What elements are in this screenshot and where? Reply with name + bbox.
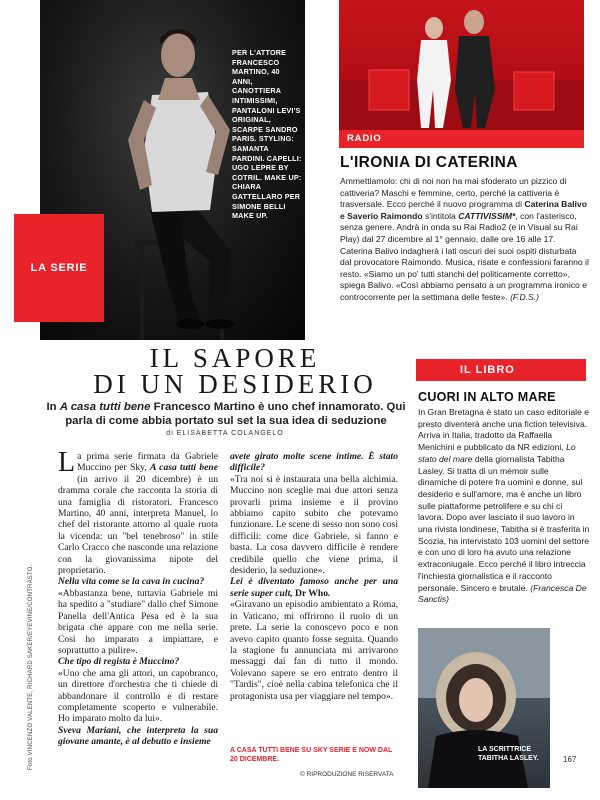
section-label-serie: LA SERIE [30,262,88,274]
copyright-notice: © RIPRODUZIONE RISERVATA [300,771,394,778]
text-run: Lo stato del mare [418,442,576,464]
libro-body [418,407,590,606]
text-run: «Uno che ama gli attori, un capobranco, un direttore d'orchestra che ti chiede di abbandonare il controllo e di restare completamente scoperto e vulnerabile. Ho imparato molto da lui». [58,667,218,725]
article-paragraph [58,725,218,748]
libro-heading: CUORI IN ALTO MARE [418,390,556,404]
article-column-1 [58,447,218,748]
author-caption: LA SCRITTRICE TABITHA LASLEY. [478,746,539,762]
text-run: «Tra noi si è instaurata una bella alchimia. Muccino non sceglie mai due attori senza provarli prima insieme e il provino abbiamo capito subito che potevamo funzionare. Le scene di sesso non sono così difficili: come dice Gabriele, si fanno e basta. La cosa davvero difficile è rendere credibile quello che viene prima, il desiderio, la seduzione». [230,473,398,577]
article-title [70,345,400,397]
text-run: avete girato molte scene intime. È stato difficile? [230,451,398,474]
text-run: A casa tutti bene [150,462,218,474]
article-byline: di ELISABETTA COLANGELO [166,430,284,437]
text-run: Lei è diventato famoso anche per una serie super cult, [230,576,398,599]
article-paragraph [230,451,398,474]
text-run: della giornalista Tabitha Lasley. Si tratta di un mémoir sulle dinamiche di potere fra uomini e donne, sul desiderio e sull'amore, ma è anche un libro sulle piattaforme petrolifere e su chi ci lavora. Dopo aver lasciato il suo lavoro in una rivista londinese, Tabitha si è trasferita in Scozia, ha intervistato 103 uomini del settore e con uno di loro ha avuto una relazione extraconiugale. Ecco perché il libro intreccia l'inchiesta giornalistica e il racconto personale. Sincero e brutale. [418,453,590,593]
photo-credits-caption: PER L'ATTORE FRANCESCO MARTINO, 40 ANNI, CANOTTIERA INTIMISSIMI, PANTALONI LEVI'S ORIGINAL, SCARPE SANDRO PARIS. STYLING: SAMANTA PARDINI. CAPELLI: UGO LEPRE BY COTRIL. MAKE UP: CHIARA GATTELLARO PER SIMONE BELLI MAKE UP. [232,48,302,221]
article-paragraph [58,447,218,577]
article-paragraph [230,576,398,599]
text-run: In Gran Bretagna è stato un caso editoriale e presto diventerà anche una fiction televisiva. Arriva in Italia, tradotto da Raffaella Menichini e pubblicato da NR edizioni, [418,407,590,453]
text-run: CATTIVISSIM* [458,210,516,221]
article-paragraph [58,588,218,656]
text-run: Ammettiamolo: chi di noi non ha mai sfoderato un pizzico di cattiveria? Maschi e femmine, certo, perché la cattiveria è trasversale. Ecco perché il nuovo programma di [340,176,567,210]
section-label-radio: RADIO [339,130,584,148]
article-paragraph [58,576,218,587]
text-run: è uno chef innamorato. Qui parla di come abbia portato sul set la sua idea di seduzione [65,401,406,427]
tv-broadcast-note: A CASA TUTTI BENE SU SKY SERIE E NOW DAL 20 DICEMBRE. [230,747,393,763]
page-number: 167 [563,755,577,764]
section-label-libro: IL LIBRO [416,359,586,381]
text-run: Nella vita come se la cava in cucina? [58,576,205,588]
article-paragraph [230,474,398,577]
radio-body [340,176,590,304]
text-run: , con l'asterisco, senza genere. Andrà in onda su Rai Radio2 (e in Visual su Rai Play) dal 27 dicembre al 1° gennaio, dalle ore 16 alle 17. Caterina Balivo indagherà i lati oscuri dei suoi ospiti disturbata dal provocatore Raimondo. Musica, risate e confessioni faranno il resto. «Siamo un po' tutti stanchi del politicamente corretto», spiega Balivo. «Così abbiamo pensato a un programma ironico e controcorrente per la settimana delle feste». [340,210,589,302]
article-standfirst [46,400,406,428]
text-run: Dr Who [295,587,328,599]
article-paragraph [230,599,398,702]
text-run: Che tipo di regista è Muccino? [58,656,180,668]
photo-credit-vertical [28,520,40,770]
article-paragraph [58,656,218,667]
article-paragraph [58,668,218,725]
author-photo [418,628,550,788]
article-title-line1: IL SAPORE [149,343,321,373]
text-run: «Abbastanza bene, tuttavia Gabriele mi ha spedito a "studiare" dallo chef Simone Panella dell'Antica Pesa ed è la sua brigata che appare con me nella serie. Così ho imparato a impiattare, e soprattutto a pulire». [58,587,218,656]
radio-heading: L'IRONIA DI CATERINA [340,154,518,171]
article-column-2 [230,451,398,702]
text-run: Francesco Martino [153,401,255,413]
text-run: (Francesca De Sanctis) [418,582,587,605]
text-run: Sveva Mariani, che interpreta la sua giovane amante, è al debutto e insieme [58,724,218,748]
text-run: «Giravano un episodio ambientato a Roma, in Vaticano, mi offrirono il ruolo di un prete. La serie la conoscevo poco e non avevo capito quanto fosse seguita. Quando la stagione fu annunciata mi arrivarono messaggi dai fan di tutto il mondo. Volevano sapere se ero entrato dentro il "Tardis", cioè nella cabina telefonica che il protagonista usa per viaggiare nel tempo». [230,599,398,702]
photo-credit-text: Foto VINCENZO VALENTE, RICHARD SAKER/EYEVINE/CONTRASTO. [28,564,34,770]
drop-cap: L [58,447,76,478]
text-run: In [46,401,60,413]
text-run: . [328,587,331,599]
radio-photo [339,0,584,130]
text-run: (F.D.S.) [510,291,540,302]
text-run: a prima serie firmata da Gabriele Muccino per Sky, [77,451,218,474]
text-run: A casa tutti bene [59,401,151,413]
article-title-line2: DI UN DESIDERIO [93,369,377,399]
text-run: Caterina Balivo e Saverio Raimondo [340,199,587,221]
text-run: (in arrivo il 20 dicembre) è un dramma corale che racconta la storia di una famiglia di ristoratori. Francesco Martino, 40 anni, interpreta Manuel, lo chef del ristorante attorno al quale ruota la vicenda: un "bel tenebroso" in stile Carlo Cracco che nasconde una relazione con la giovanissima nipote del proprietario. [58,473,218,577]
text-run: s'intitola [422,210,459,221]
